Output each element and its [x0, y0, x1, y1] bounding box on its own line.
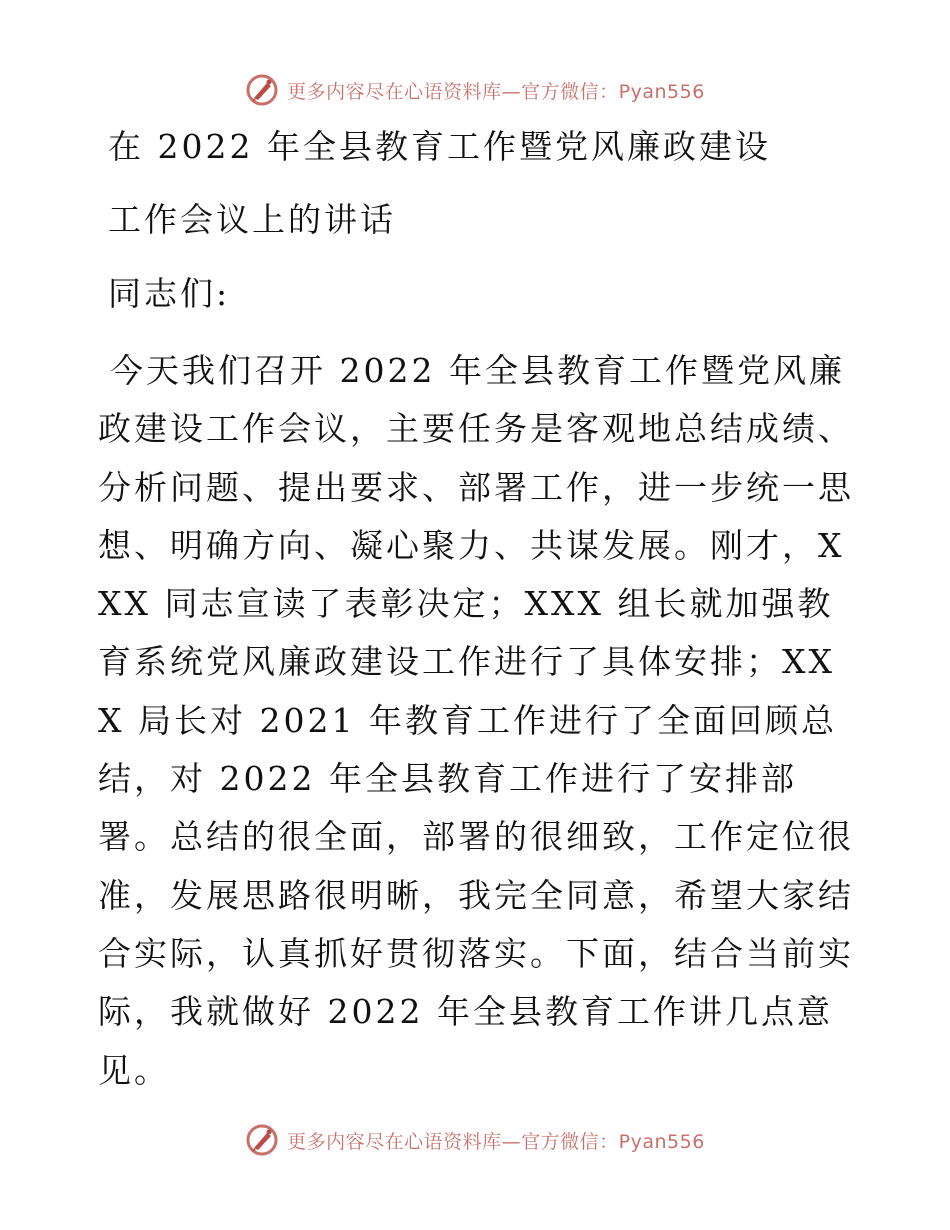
watermark-text: 更多内容尽在心语资料库—官方微信：Pyan556 [287, 80, 705, 103]
watermark-text: 更多内容尽在心语资料库—官方微信：Pyan556 [287, 1130, 705, 1153]
body-paragraph: 今天我们召开 2022 年全县教育工作暨党风廉政建设工作会议，主要任务是客观地总结成绩、分析问题、提出要求、部署工作，进一步统一思想、明确方向、凝心聚力、共谋发展。刚才，XXX 同志宣读了表彰决定；XXX 组长就加强教育系统党风廉政建设工作进行了具体安排；XXX 局长对 2021 年教育工作进行了全面回顾总结，对 2022 年全县教育工作进行了安排部署。总结的很全面，部署的很细致，工作定位很准，发展思路很明晰，我完全同意，希望大家结合实际，认真抓好贯彻落实。下面，结合当前实际，我就做好 2022 年全县教育工作讲几点意见。 [98, 351, 854, 1090]
document-title-line-2: 工作会议上的讲话 [108, 200, 396, 239]
quill-pen-logo-icon [245, 73, 279, 107]
header-watermark [0, 68, 950, 112]
quill-pen-logo-icon [245, 1123, 279, 1157]
salutation: 同志们: [108, 274, 231, 313]
document-title-line-1: 在 2022 年全县教育工作暨党风廉政建设 [108, 127, 771, 166]
footer-watermark [0, 1118, 950, 1162]
